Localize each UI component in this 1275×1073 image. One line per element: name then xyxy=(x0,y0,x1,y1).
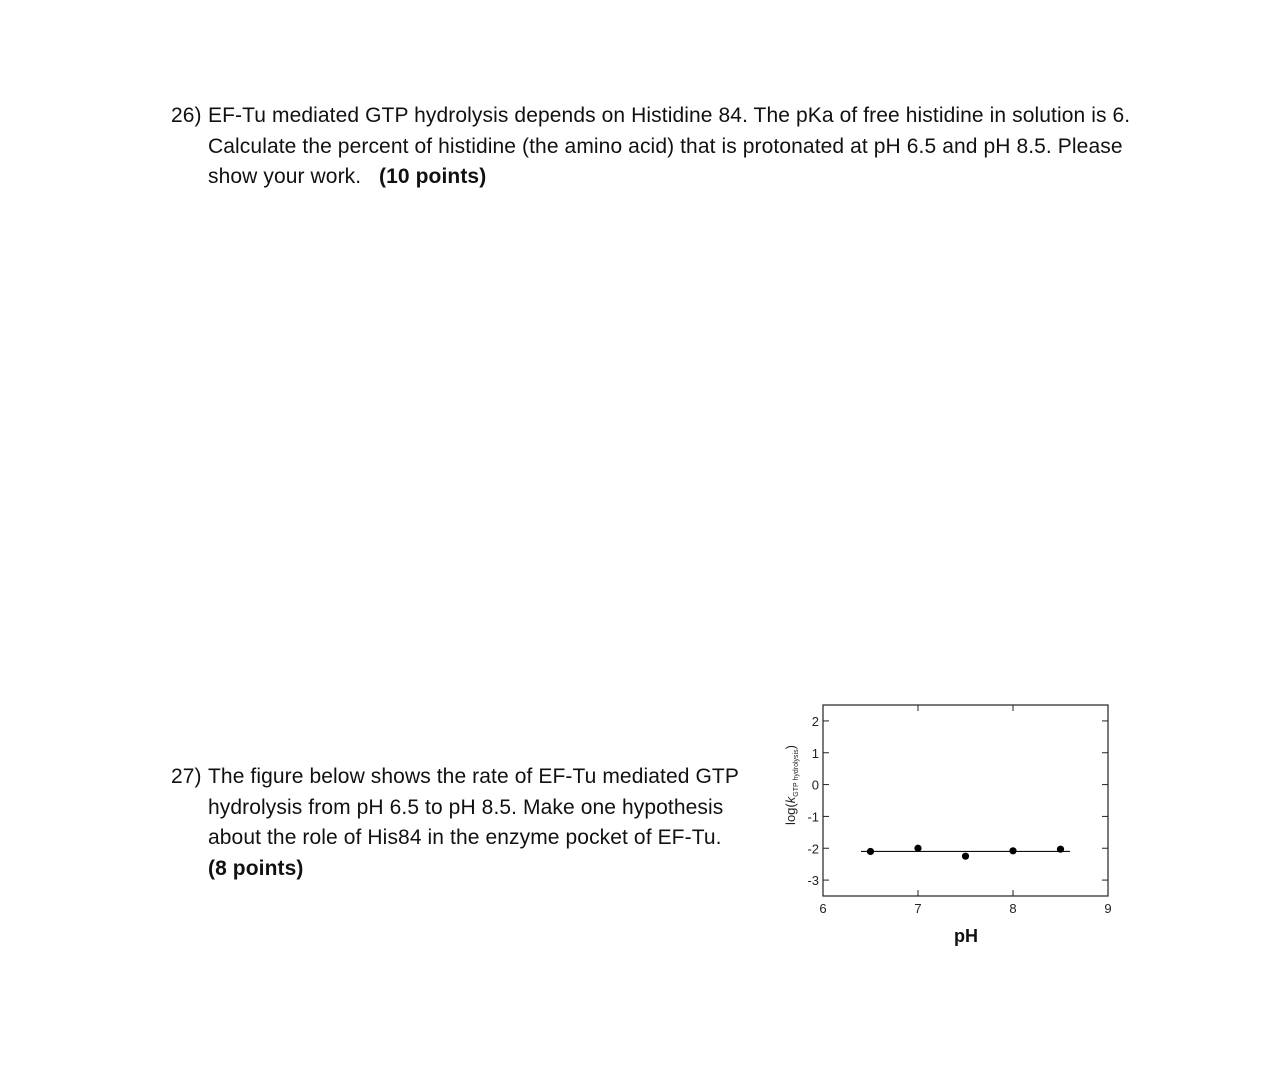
data-point xyxy=(1057,846,1064,853)
y-tick-label: 2 xyxy=(811,713,819,729)
y-axis-title xyxy=(783,745,800,825)
data-series xyxy=(861,845,1070,860)
question-points: (10 points) xyxy=(379,165,487,188)
data-point xyxy=(962,853,969,860)
data-point xyxy=(867,848,874,855)
question-points: (8 points) xyxy=(208,856,304,880)
y-axis-title-suffix: ) xyxy=(783,745,798,750)
y-tick-label: 1 xyxy=(811,745,819,761)
y-axis-title-text xyxy=(783,745,800,825)
x-axis-title: pH xyxy=(954,926,978,946)
data-point xyxy=(914,845,921,852)
y-tick-label: -2 xyxy=(807,841,819,857)
question-text xyxy=(208,101,1131,193)
x-tick-label: 6 xyxy=(819,901,827,916)
x-tick-label: 7 xyxy=(914,901,922,916)
chart-svg xyxy=(775,695,1120,960)
y-tick-label: -3 xyxy=(807,873,819,889)
x-tick-label: 9 xyxy=(1104,901,1112,916)
y-axis-ticks xyxy=(807,714,1108,888)
plot-frame xyxy=(823,705,1108,896)
y-tick-label: -1 xyxy=(807,809,819,825)
ph-rate-chart xyxy=(775,695,1120,960)
x-tick-label: 8 xyxy=(1009,901,1017,916)
question-27 xyxy=(171,762,741,884)
question-text xyxy=(208,762,741,884)
y-axis-title-variable: k xyxy=(783,796,798,804)
question-number: 26) xyxy=(171,104,202,127)
x-axis-ticks xyxy=(819,705,1111,916)
question-body: The figure below shows the rate of EF-Tu mediated GTP hydrolysis from pH 6.5 to pH 8.5. Make one hypothesis about the role of His84 in the enzyme pocket of EF-Tu. xyxy=(208,765,739,849)
y-tick-label: 0 xyxy=(811,777,819,793)
question-26 xyxy=(171,101,1131,193)
question-number: 27) xyxy=(171,765,202,788)
y-axis-title-subscript: GTP hydrolysis xyxy=(793,749,800,797)
question-body: EF-Tu mediated GTP hydrolysis depends on Histidine 84. The pKa of free histidine in solution is 6. Calculate the percent of histidine (the amino acid) that is protonated at pH 6.5 and pH 8.5. Please show your work. xyxy=(208,104,1131,188)
data-point xyxy=(1009,847,1016,854)
y-axis-title-prefix: log( xyxy=(783,803,798,825)
